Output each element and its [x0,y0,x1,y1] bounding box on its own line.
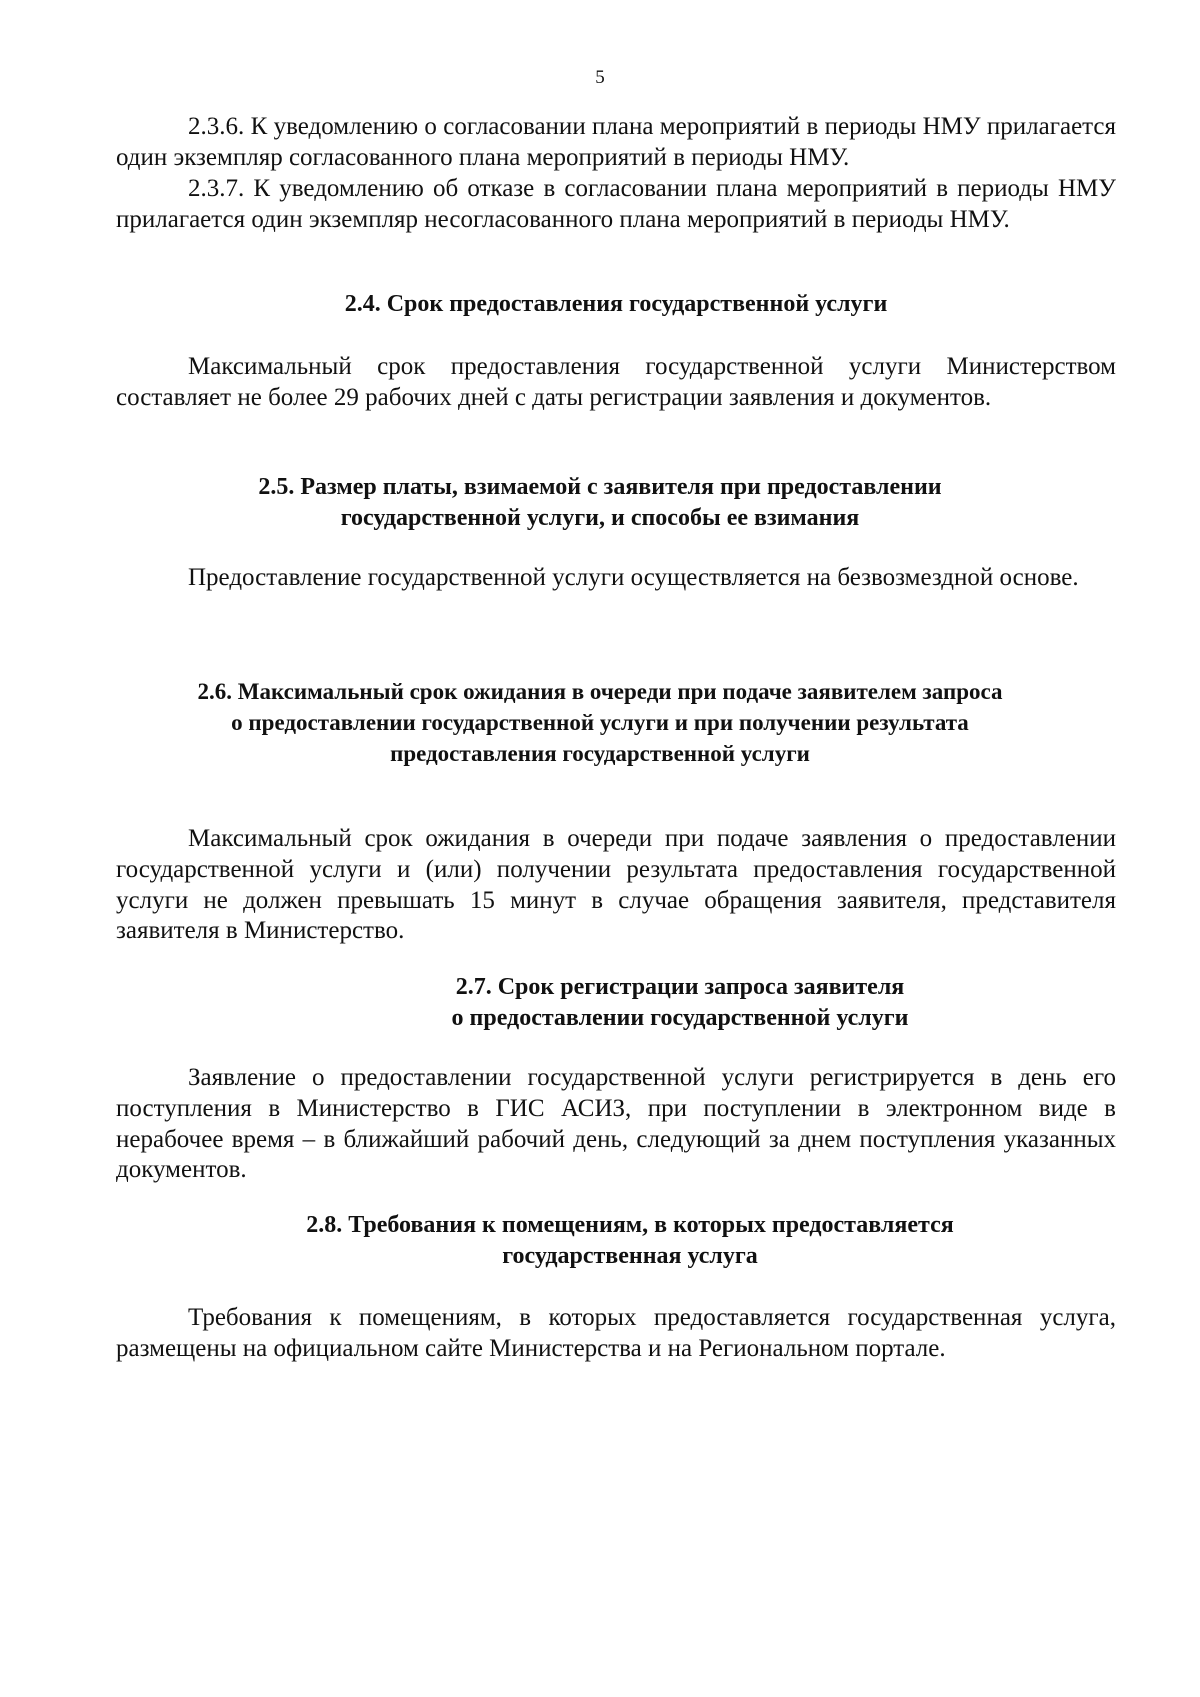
page-number: 5 [595,67,605,88]
heading-2-7-line-2: о предоставлении государственной услуги [451,1005,909,1031]
paragraph-2-3-7: 2.3.7. К уведомлению об отказе в согласовании плана мероприятий в периоды НМУ прилагается один экземпляр несогласованного плана мероприятий в периоды НМУ. [116,175,1116,233]
heading-2-8-line-1: 2.8. Требования к помещениям, в которых предоставляется [306,1212,954,1238]
heading-2-4: 2.4. Срок предоставления государственной услуги [344,291,888,317]
paragraph-2-8: Требования к помещениям, в которых предоставляется государственная услуга, размещены на официальном сайте Министерства и на Региональном портале. [116,1304,1116,1362]
paragraph-2-6: Максимальный срок ожидания в очереди при подаче заявления о предоставлении государственной услуги и (или) получении результата предоставления государственной услуги не должен превышать 15 минут в случае обращения заявителя, представителя заявителя в Министерство. [116,825,1116,945]
heading-2-6-line-2: о предоставлении государственной услуги и при получении результата [231,710,969,735]
paragraph-2-3-6: 2.3.6. К уведомлению о согласовании плана мероприятий в периоды НМУ прилагается один экземпляр согласованного плана мероприятий в периоды НМУ. [116,113,1116,171]
heading-2-5 [60,472,1140,534]
paragraph-2-4: Максимальный срок предоставления государственной услуги Министерством составляет не более 29 рабочих дней с даты регистрации заявления и документов. [116,353,1116,411]
heading-2-5-line-2: государственной услуги, и способы ее взимания [340,505,860,531]
heading-2-6-line-1: 2.6. Максимальный срок ожидания в очереди при подаче заявителем запроса [197,679,1003,704]
paragraph-2-7: Заявление о предоставлении государственной услуги регистрируется в день его поступления в Министерство в ГИС АСИЗ, при поступлении в электронном виде в нерабочее время – в ближайший рабочий день, следующий за днем поступления указанных документов. [116,1064,1116,1184]
heading-2-6-line-3: предоставления государственной услуги [390,741,810,766]
heading-2-8-line-2: государственная услуга [502,1243,758,1269]
paragraph-2-5: Предоставление государственной услуги осуществляется на безвозмездной основе. [188,564,1079,591]
heading-2-8 [120,1210,1140,1272]
heading-2-6 [60,676,1140,769]
heading-2-7-line-1: 2.7. Срок регистрации запроса заявителя [455,974,905,1000]
heading-2-7 [200,972,1160,1034]
heading-2-5-line-1: 2.5. Размер платы, взимаемой с заявителя при предоставлении [258,474,942,500]
